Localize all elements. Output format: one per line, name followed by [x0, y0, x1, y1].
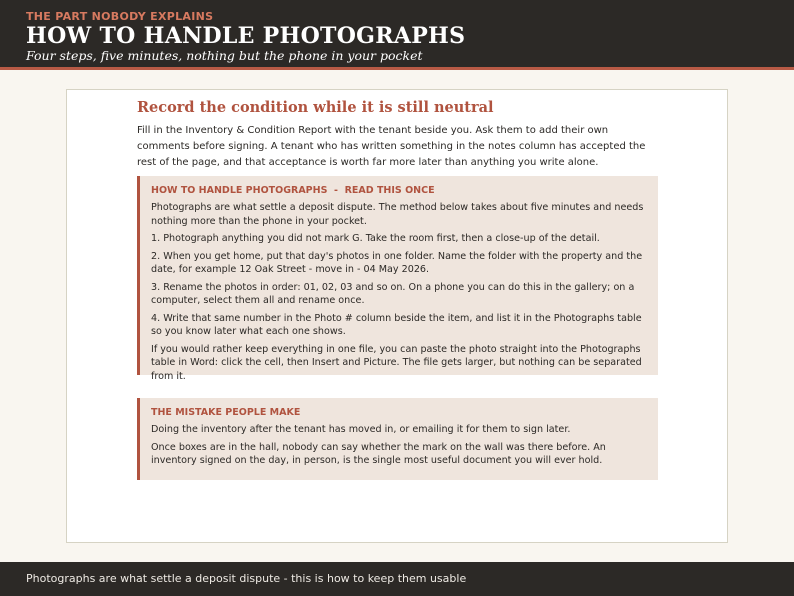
- mistake-callout: [137, 398, 658, 480]
- callout-title: HOW TO HANDLE PHOTOGRAPHS - READ THIS ONCE: [151, 185, 435, 196]
- page-title: HOW TO HANDLE PHOTOGRAPHS: [26, 23, 466, 49]
- step-1: 1. Photograph anything you did not mark G. Take the room first, then a close-up of the detail.: [151, 233, 600, 244]
- callout-paragraph: Once boxes are in the hall, nobody can say whether the mark on the wall was there before. An inventory signed on the day, in person, is the single most useful document you will ever hold.: [151, 441, 606, 466]
- header-kicker: THE PART NOBODY EXPLAINS: [26, 10, 214, 23]
- step-2: 2. When you get home, put that day's photos in one folder. Name the folder with the property and the date, for example 12 Oak Street - move in - 04 May 2026.: [151, 250, 643, 275]
- page-footer: [0, 562, 794, 596]
- callout-paragraph: Doing the inventory after the tenant has moved in, or emailing it for them to sign later.: [151, 424, 571, 435]
- page-subtitle: Four steps, five minutes, nothing but the phone in your pocket: [26, 48, 423, 63]
- photo-instructions-callout: [137, 176, 658, 382]
- page-header: [0, 0, 794, 67]
- callout-paragraph: If you would rather keep everything in one file, you can paste the photo straight into the Photographs table in Word: click the cell, then Insert and Picture. The file gets larger, but nothing can be separated from it.: [151, 343, 642, 382]
- step-3: 3. Rename the photos in order: 01, 02, 03 and so on. On a phone you can do this in the gallery; on a computer, select them all and rename once.: [151, 281, 635, 306]
- callout-paragraph: Photographs are what settle a deposit dispute. The method below takes about five minutes and needs nothing more than the phone in your pocket.: [151, 202, 644, 227]
- content-card: [66, 89, 728, 543]
- section-intro: Fill in the Inventory & Condition Report with the tenant beside you. Ask them to add their own comments before signing. A tenant who has written something in the notes column has accepted the rest of the page, and that acceptance is worth far more later than anything you write alone.: [137, 125, 646, 168]
- step-4: 4. Write that same number in the Photo # column beside the item, and list it in the Photographs table so you know later what each one shows.: [151, 312, 642, 337]
- header-divider: [0, 67, 794, 70]
- footer-text: Photographs are what settle a deposit dispute - this is how to keep them usable: [26, 572, 467, 585]
- callout-title: THE MISTAKE PEOPLE MAKE: [151, 407, 301, 418]
- section-title: Record the condition while it is still neutral: [137, 99, 494, 116]
